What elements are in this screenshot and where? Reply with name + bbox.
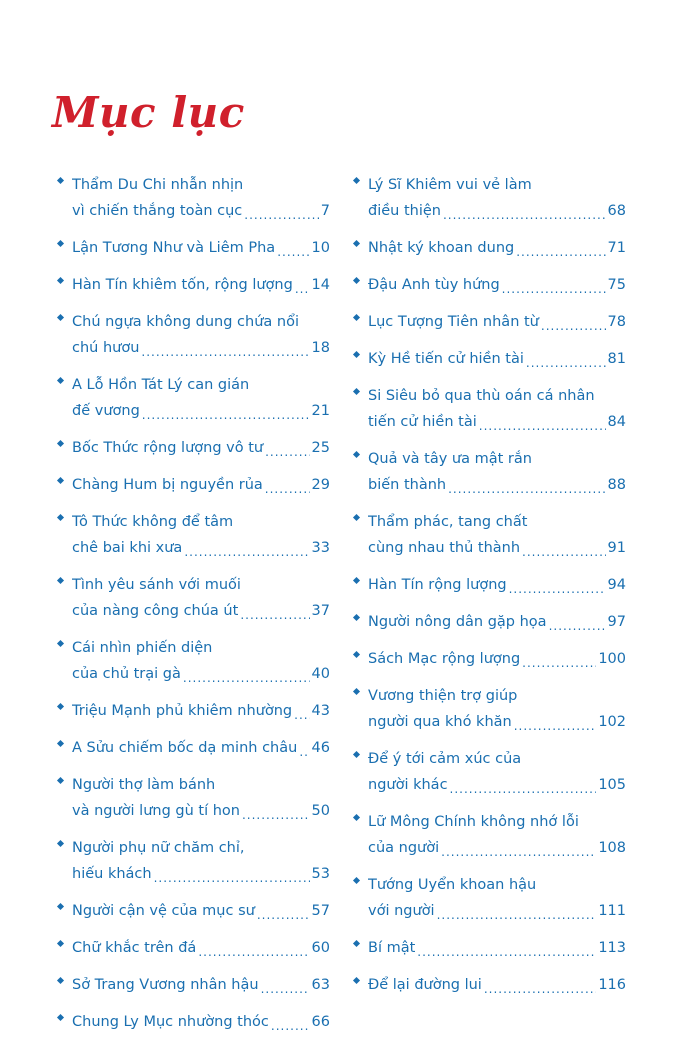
toc-entry-line	[72, 835, 330, 861]
toc-page-number: 71	[607, 240, 626, 256]
toc-page-number: 37	[311, 603, 330, 619]
toc-entry[interactable]	[58, 572, 330, 624]
toc-page-number: 46	[311, 740, 330, 756]
toc-entry-title: Chú ngựa không dung chứa nổi	[72, 314, 299, 330]
toc-entry-line	[368, 972, 626, 998]
toc-entry-title: Lận Tương Như và Liêm Pha	[72, 240, 276, 256]
dot-leader	[184, 543, 309, 561]
bullet-icon	[57, 277, 64, 284]
bullet-icon	[353, 277, 360, 284]
toc-page-number: 50	[311, 803, 330, 819]
dot-leader	[277, 243, 309, 261]
toc-entry-line	[72, 372, 330, 398]
bullet-icon	[353, 451, 360, 458]
bullet-icon	[57, 377, 64, 384]
dot-leader	[448, 480, 605, 498]
toc-entry[interactable]	[354, 309, 626, 335]
toc-page-number: 102	[598, 714, 626, 730]
toc-entry-title: của chủ trại gà	[72, 666, 181, 682]
toc-entry[interactable]	[58, 898, 330, 924]
toc-page-number: 68	[607, 203, 626, 219]
toc-page-number: 60	[311, 940, 330, 956]
bullet-icon	[57, 577, 64, 584]
toc-entry-title: Sách Mạc rộng lượng	[368, 651, 521, 667]
bullet-icon	[353, 351, 360, 358]
toc-entry-title: Tướng Uyển khoan hậu	[368, 877, 537, 893]
dot-leader	[244, 206, 318, 224]
toc-entry-line	[368, 509, 626, 535]
toc-entry-title: tiến cử hiền tài	[368, 414, 477, 430]
toc-entry-line	[368, 535, 626, 561]
bullet-icon	[57, 940, 64, 947]
toc-entry[interactable]	[354, 572, 626, 598]
bullet-icon	[57, 903, 64, 910]
toc-entry-title: Quả và tây ưa mật rắn	[368, 451, 532, 467]
toc-entry[interactable]	[354, 272, 626, 298]
bullet-icon	[353, 751, 360, 758]
bullet-icon	[57, 840, 64, 847]
toc-entry-title: Kỳ Hề tiến cử hiền tài	[368, 351, 524, 367]
dot-leader	[526, 354, 606, 372]
dot-leader	[502, 280, 606, 298]
toc-entry-line	[72, 335, 330, 361]
toc-entry-line	[72, 472, 330, 498]
dot-leader	[484, 980, 596, 998]
dot-leader	[257, 906, 310, 924]
toc-page-number: 78	[607, 314, 626, 330]
bullet-icon	[57, 314, 64, 321]
toc-entry[interactable]	[354, 235, 626, 261]
dot-leader	[142, 406, 310, 424]
dot-leader	[261, 980, 310, 998]
dot-leader	[516, 243, 605, 261]
bullet-icon	[353, 314, 360, 321]
bullet-icon	[353, 814, 360, 821]
toc-entry-line	[72, 661, 330, 687]
dot-leader	[242, 806, 310, 824]
toc-page-number: 94	[607, 577, 626, 593]
toc-entry-title: Hàn Tín rộng lượng	[368, 577, 507, 593]
toc-entry-title: chê bai khi xưa	[72, 540, 183, 556]
bullet-icon	[57, 440, 64, 447]
toc-entry-title: và người lưng gù tí hon	[72, 803, 240, 819]
toc-page-number: 108	[598, 840, 626, 856]
toc-entry-title: vì chiến thắng toàn cục	[72, 203, 243, 219]
toc-entry-line	[368, 898, 626, 924]
toc-entry-line	[368, 609, 626, 635]
dot-leader	[198, 943, 309, 961]
bullet-icon	[57, 640, 64, 647]
toc-entry-title: biến thành	[368, 477, 447, 493]
toc-entry-line	[368, 309, 626, 335]
toc-entry-line	[72, 309, 330, 335]
toc-page-number: 25	[311, 440, 330, 456]
dot-leader	[240, 606, 309, 624]
toc-entry-title: điều thiện	[368, 203, 441, 219]
toc-entry-line	[368, 772, 626, 798]
dot-leader	[141, 343, 309, 361]
dot-leader	[509, 580, 606, 598]
dot-leader	[522, 543, 606, 561]
toc-entry-title: Người phụ nữ chăm chỉ,	[72, 840, 245, 856]
toc-entry-title: Bí mật	[368, 940, 416, 956]
toc-entry-title: người qua khó khăn	[368, 714, 512, 730]
toc-entry[interactable]	[354, 609, 626, 635]
toc-entry-line	[368, 872, 626, 898]
bullet-icon	[57, 477, 64, 484]
toc-entry[interactable]	[58, 835, 330, 887]
page-title: Mục lục	[52, 88, 245, 137]
toc-entry-title: Tô Thức không để tâm	[72, 514, 234, 530]
toc-entry-title: Người cận vệ của mục sư	[72, 903, 255, 919]
bullet-icon	[353, 651, 360, 658]
toc-entry-title: chú hươu	[72, 340, 140, 356]
toc-entry-title: Vương thiện trợ giúp	[368, 688, 518, 704]
toc-entry-title: Thẩm phác, tang chất	[368, 514, 528, 530]
toc-page-number: 53	[311, 866, 330, 882]
toc-entry-line	[72, 235, 330, 261]
toc-entry-title: Lý Sĩ Khiêm vui vẻ làm	[368, 177, 532, 193]
dot-leader	[271, 1017, 310, 1035]
toc-page-number: 105	[598, 777, 626, 793]
toc-column-left	[58, 172, 330, 1046]
toc-entry-title: Để lại đường lui	[368, 977, 482, 993]
toc-entry-line	[72, 198, 330, 224]
bullet-icon	[353, 940, 360, 947]
toc-entry-line	[368, 683, 626, 709]
dot-leader	[299, 743, 309, 761]
toc-entry-line	[72, 535, 330, 561]
toc-entry[interactable]	[58, 935, 330, 961]
dot-leader	[549, 617, 606, 635]
toc-entry[interactable]	[354, 935, 626, 961]
toc-entry[interactable]	[354, 509, 626, 561]
toc-entry-line	[72, 861, 330, 887]
toc-entry-line	[72, 398, 330, 424]
toc-page-number: 29	[311, 477, 330, 493]
toc-entry[interactable]	[58, 698, 330, 724]
toc-page-number: 21	[311, 403, 330, 419]
toc-page-number: 97	[607, 614, 626, 630]
toc-entry-title: Triệu Mạnh phủ khiêm nhường	[72, 703, 293, 719]
toc-entry[interactable]	[354, 809, 626, 861]
toc-page-number: 113	[598, 940, 626, 956]
toc-entry-line	[368, 383, 626, 409]
dot-leader	[541, 317, 606, 335]
toc-entry-line	[368, 446, 626, 472]
bullet-icon	[353, 177, 360, 184]
toc-entry[interactable]	[58, 372, 330, 424]
toc-page-number: 116	[598, 977, 626, 993]
toc-entry-line	[368, 472, 626, 498]
toc-entry[interactable]	[58, 635, 330, 687]
dot-leader	[450, 780, 597, 798]
toc-entry-line	[72, 798, 330, 824]
dot-leader	[522, 654, 596, 672]
toc-entry-line	[368, 198, 626, 224]
toc-entry-title: hiếu khách	[72, 866, 152, 882]
toc-entry-title: Người thợ làm bánh	[72, 777, 216, 793]
toc-entry-line	[368, 272, 626, 298]
toc-entry-title: của người	[368, 840, 440, 856]
toc-entry-line	[72, 172, 330, 198]
toc-entry[interactable]	[58, 272, 330, 298]
toc-entry-line	[368, 409, 626, 435]
toc-entry[interactable]	[58, 309, 330, 361]
toc-entry[interactable]	[354, 872, 626, 924]
toc-page-number: 14	[311, 277, 330, 293]
toc-entry-title: người khác	[368, 777, 448, 793]
toc-page-number: 10	[311, 240, 330, 256]
toc-entry-title: Người nông dân gặp họa	[368, 614, 547, 630]
dot-leader	[443, 206, 606, 224]
toc-entry[interactable]	[58, 735, 330, 761]
toc-entry[interactable]	[58, 472, 330, 498]
bullet-icon	[353, 514, 360, 521]
bullet-icon	[57, 977, 64, 984]
toc-entry[interactable]	[354, 446, 626, 498]
toc-entry-title: Tình yêu sánh với muối	[72, 577, 241, 593]
toc-entry-title: Lữ Mông Chính không nhớ lỗi	[368, 814, 579, 830]
toc-entry-line	[368, 935, 626, 961]
dot-leader	[154, 869, 310, 887]
toc-entry[interactable]	[58, 1009, 330, 1035]
toc-entry-line	[72, 698, 330, 724]
toc-entry-line	[368, 346, 626, 372]
dot-leader	[417, 943, 596, 961]
toc-entry-line	[72, 1009, 330, 1035]
toc-page-number: 100	[598, 651, 626, 667]
toc-entry-title: Hàn Tín khiêm tốn, rộng lượng	[72, 277, 293, 293]
toc-entry-title: Chàng Hum bị nguyền rủa	[72, 477, 263, 493]
toc-entry[interactable]	[354, 646, 626, 672]
toc-entry-title: Để ý tới cảm xúc của	[368, 751, 522, 767]
toc-page-number: 88	[607, 477, 626, 493]
toc-entry-title: A Sửu chiếm bốc dạ minh châu	[72, 740, 298, 756]
toc-entry-title: Cái nhìn phiến diện	[72, 640, 213, 656]
dot-leader	[265, 480, 310, 498]
toc-entry-line	[72, 972, 330, 998]
toc-entry-line	[72, 435, 330, 461]
dot-leader	[183, 669, 310, 687]
toc-entry[interactable]	[58, 235, 330, 261]
toc-entry-title: Nhật ký khoan dung	[368, 240, 515, 256]
toc-entry[interactable]	[354, 346, 626, 372]
bullet-icon	[353, 240, 360, 247]
bullet-icon	[353, 388, 360, 395]
dot-leader	[514, 717, 597, 735]
toc-entry[interactable]	[58, 435, 330, 461]
toc-entry-line	[368, 235, 626, 261]
toc-entry-line	[72, 935, 330, 961]
toc-page-number: 84	[607, 414, 626, 430]
toc-entry-line	[368, 809, 626, 835]
toc-entry-title: với người	[368, 903, 435, 919]
toc-entry-line	[72, 735, 330, 761]
toc-entry-line	[368, 172, 626, 198]
bullet-icon	[57, 740, 64, 747]
toc-entry-line	[368, 646, 626, 672]
toc-entry-line	[368, 746, 626, 772]
toc-entry[interactable]	[58, 972, 330, 998]
bullet-icon	[353, 977, 360, 984]
toc-entry[interactable]	[58, 772, 330, 824]
toc-entry-line	[72, 572, 330, 598]
toc-page-number: 18	[311, 340, 330, 356]
toc-entry-title: Thẩm Du Chi nhẫn nhịn	[72, 177, 244, 193]
toc-entry[interactable]	[58, 509, 330, 561]
dot-leader	[265, 443, 309, 461]
toc-page-number: 7	[320, 203, 330, 219]
toc-page-number: 66	[311, 1014, 330, 1030]
toc-entry-title: Lục Tượng Tiên nhân từ	[368, 314, 539, 330]
dot-leader	[441, 843, 596, 861]
toc-entry-title: Si Siêu bỏ qua thù oán cá nhân	[368, 388, 595, 404]
bullet-icon	[57, 177, 64, 184]
toc-page-number: 75	[607, 277, 626, 293]
toc-entry-line	[72, 772, 330, 798]
toc-column-right	[354, 172, 626, 1009]
bullet-icon	[353, 688, 360, 695]
toc-page-number: 43	[311, 703, 330, 719]
toc-entry[interactable]	[354, 972, 626, 998]
dot-leader	[437, 906, 597, 924]
toc-page-number: 91	[607, 540, 626, 556]
toc-entry-line	[368, 572, 626, 598]
dot-leader	[294, 706, 309, 724]
dot-leader	[479, 417, 606, 435]
bullet-icon	[57, 777, 64, 784]
toc-page-number: 57	[311, 903, 330, 919]
toc-entry-line	[72, 598, 330, 624]
bullet-icon	[353, 877, 360, 884]
toc-entry-line	[72, 898, 330, 924]
toc-page-number: 81	[607, 351, 626, 367]
toc-entry[interactable]	[354, 172, 626, 224]
toc-entry-title: Đậu Anh tùy hứng	[368, 277, 500, 293]
toc-entry-line	[368, 709, 626, 735]
toc-entry-title: Bốc Thức rộng lượng vô tư	[72, 440, 264, 456]
toc-entry-line	[72, 509, 330, 535]
bullet-icon	[57, 703, 64, 710]
toc-entry-title: Chữ khắc trên đá	[72, 940, 197, 956]
toc-page-number: 40	[311, 666, 330, 682]
dot-leader	[295, 280, 310, 298]
toc-entry[interactable]	[58, 172, 330, 224]
toc-page-number: 111	[598, 903, 626, 919]
toc-entry-line	[72, 635, 330, 661]
toc-page-number: 63	[311, 977, 330, 993]
bullet-icon	[353, 614, 360, 621]
toc-entry[interactable]	[354, 383, 626, 435]
toc-entry-title: của nàng công chúa út	[72, 603, 239, 619]
toc-entry-title: cùng nhau thủ thành	[368, 540, 521, 556]
bullet-icon	[353, 577, 360, 584]
bullet-icon	[57, 514, 64, 521]
toc-entry-line	[368, 835, 626, 861]
toc-entry-title: A Lỗ Hồn Tát Lý can gián	[72, 377, 250, 393]
toc-entry-title: Sở Trang Vương nhân hậu	[72, 977, 259, 993]
bullet-icon	[57, 1014, 64, 1021]
toc-page-number: 33	[311, 540, 330, 556]
bullet-icon	[57, 240, 64, 247]
toc-entry-title: đế vương	[72, 403, 140, 419]
toc-entry-title: Chung Ly Mục nhường thóc	[72, 1014, 269, 1030]
toc-entry-line	[72, 272, 330, 298]
toc-entry[interactable]	[354, 683, 626, 735]
toc-entry[interactable]	[354, 746, 626, 798]
